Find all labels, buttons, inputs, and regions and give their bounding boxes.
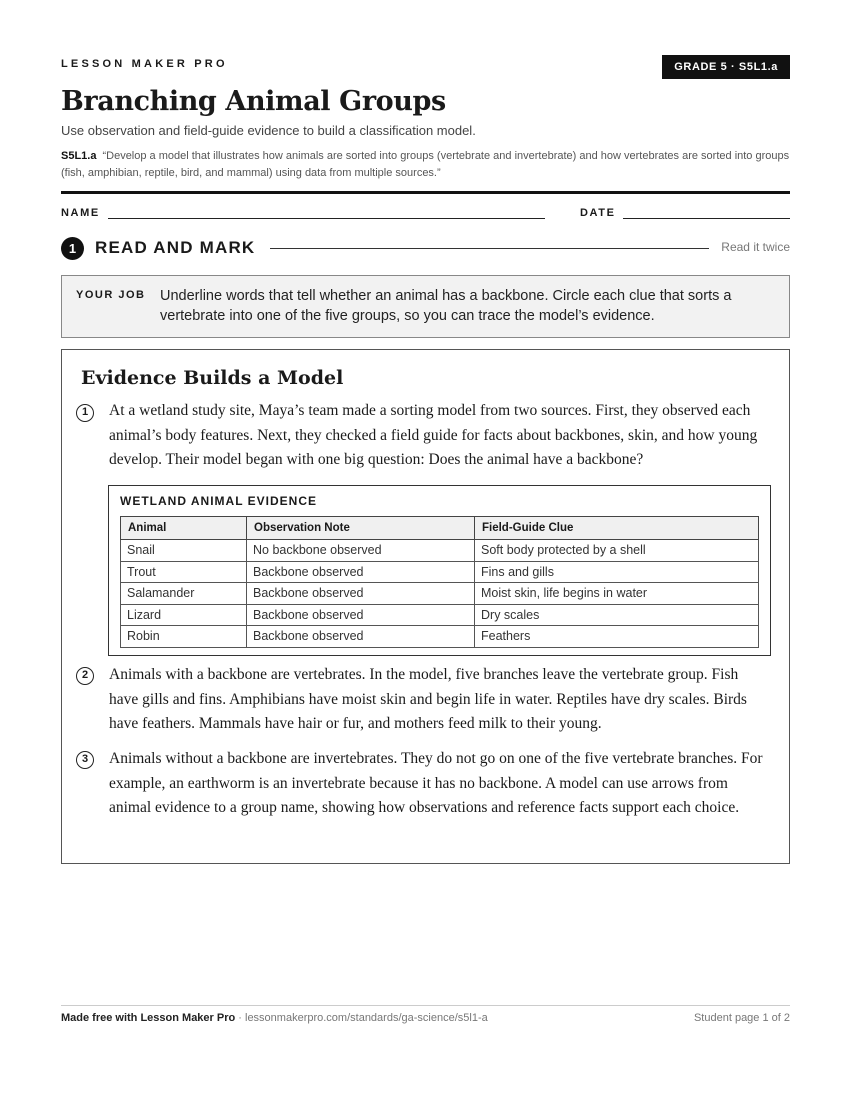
column-header: Animal (121, 517, 247, 540)
section-note: Read it twice (721, 240, 790, 254)
section-title: READ AND MARK (95, 238, 256, 257)
evidence-title: WETLAND ANIMAL EVIDENCE (120, 494, 317, 508)
paragraph-number: 2 (76, 667, 94, 685)
table-cell: Feathers (475, 626, 759, 648)
table-cell: No backbone observed (247, 540, 475, 562)
table-row (121, 604, 759, 626)
section-rule (270, 248, 709, 249)
table-cell: Backbone observed (247, 604, 475, 626)
passage-title: Evidence Builds a Model (81, 367, 344, 389)
table-cell: Backbone observed (247, 561, 475, 583)
footer-made-with: Made free with Lesson Maker Pro (61, 1012, 236, 1024)
table-cell: Lizard (121, 604, 247, 626)
table-row (121, 561, 759, 583)
your-job-label: YOUR JOB (76, 289, 146, 301)
evidence-table-box (108, 485, 771, 656)
table-cell: Salamander (121, 583, 247, 605)
table-cell: Robin (121, 626, 247, 648)
reading-passage (61, 349, 790, 864)
table-row (121, 583, 759, 605)
page-subtitle: Use observation and field-guide evidence to build a classification model. (61, 123, 476, 138)
table-row (121, 626, 759, 648)
name-date-row (61, 207, 790, 221)
paragraph-text: At a wetland study site, Maya’s team made a sorting model from two sources. First, they observed each animal’s body features. Next, they checked a field guide for facts about backbones, skin, and how young develop. Their model began with one big question: Does the animal have a backbone? (109, 402, 758, 468)
grade-badge: GRADE 5 · S5L1.a (662, 55, 790, 79)
footer-page-number: Student page 1 of 2 (693, 1012, 790, 1024)
header-divider (61, 191, 790, 194)
evidence-table (120, 516, 759, 648)
table-header-row (121, 517, 759, 540)
table-cell: Soft body protected by a shell (475, 540, 759, 562)
table-cell: Dry scales (475, 604, 759, 626)
standard-text: “Develop a model that illustrates how animals are sorted into groups (vertebrate and invertebrate) and how vertebrates are sorted into groups (fish, amphibian, reptile, bird, and mammal) using data from multiple sources.” (61, 150, 790, 179)
column-header: Observation Note (247, 517, 475, 540)
name-field[interactable] (108, 218, 545, 219)
table-cell: Fins and gills (475, 561, 759, 583)
page-title: Branching Animal Groups (61, 86, 446, 117)
standard-code: S5L1.a (61, 150, 97, 162)
paragraph-number: 3 (76, 751, 94, 769)
standard-description (61, 148, 790, 182)
footer-credit (61, 1012, 488, 1024)
paragraph-text: Animals with a backbone are vertebrates. In the model, five branches leave the vertebrate group. Fish have gills and fins. Amphibians have moist skin and begin life in water. Reptiles have dry scales. Birds have feathers. Mammals have hair or fur, and mothers feed milk to their young. (109, 666, 747, 732)
section-header (61, 236, 790, 260)
footer-divider (61, 1005, 790, 1006)
paragraph-text: Animals without a backbone are invertebrates. They do not go on one of the five vertebrate branches. For example, an earthworm is an invertebrate because it has no backbone. A model can use arrows from animal evidence to a group name, showing how observations and reference facts support each choice. (109, 750, 763, 816)
table-row (121, 540, 759, 562)
your-job-box (61, 275, 790, 338)
table-cell: Backbone observed (247, 583, 475, 605)
date-field[interactable] (623, 218, 790, 219)
top-bar (61, 55, 790, 79)
column-header: Field-Guide Clue (475, 517, 759, 540)
paragraph-number: 1 (76, 404, 94, 422)
footer-url: · lessonmakerpro.com/standards/ga-science/s5l1-a (235, 1012, 488, 1024)
table-cell: Snail (121, 540, 247, 562)
date-label: DATE (580, 207, 616, 219)
table-cell: Trout (121, 561, 247, 583)
section-number-badge: 1 (61, 237, 84, 260)
brand-name: LESSON MAKER PRO (61, 58, 228, 70)
table-cell: Moist skin, life begins in water (475, 583, 759, 605)
table-cell: Backbone observed (247, 626, 475, 648)
name-label: NAME (61, 207, 100, 219)
your-job-text: Underline words that tell whether an animal has a backbone. Circle each clue that sorts a vertebrate into one of the five groups, so you can trace the model’s evidence. (160, 288, 732, 324)
